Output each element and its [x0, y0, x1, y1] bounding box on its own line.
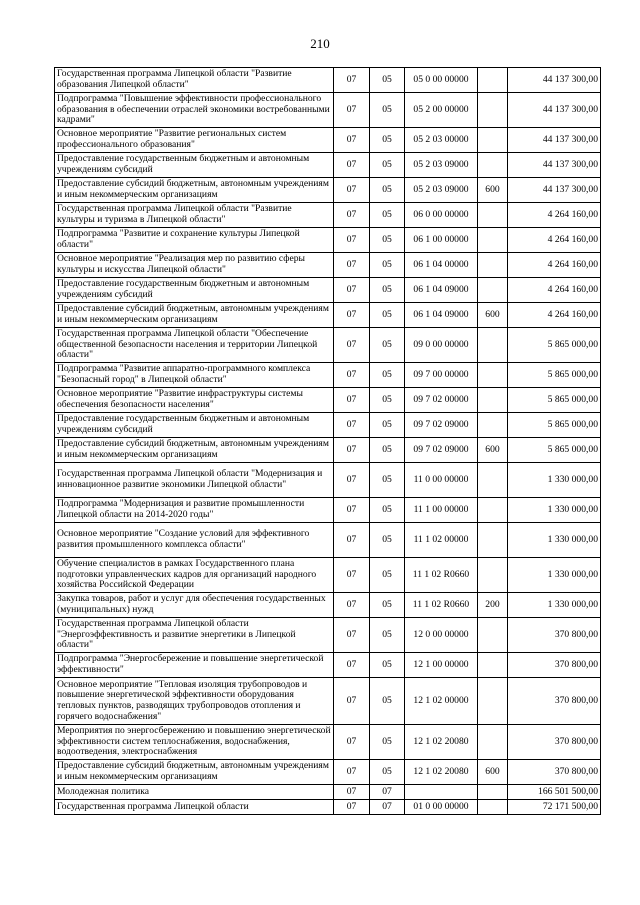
row-target-article: 12 1 02 20080 — [405, 760, 478, 785]
row-subsection: 05 — [370, 413, 405, 438]
row-section: 07 — [334, 303, 370, 328]
row-expense-type — [478, 388, 508, 413]
row-expense-type — [478, 153, 508, 178]
row-subsection: 05 — [370, 760, 405, 785]
row-subsection: 05 — [370, 178, 405, 203]
row-subsection: 05 — [370, 153, 405, 178]
row-target-article: 09 7 02 09000 — [405, 438, 478, 463]
row-name: Государственная программа Липецкой области "Развитие культуры и туризма в Липецкой области" — [55, 203, 334, 228]
row-section: 07 — [334, 463, 370, 498]
row-amount: 1 330 000,00 — [508, 558, 601, 593]
table-row — [55, 558, 601, 593]
page-number: 210 — [310, 36, 330, 51]
row-subsection: 05 — [370, 228, 405, 253]
row-amount: 166 501 500,00 — [508, 785, 601, 800]
row-amount: 44 137 300,00 — [508, 153, 601, 178]
row-section: 07 — [334, 558, 370, 593]
table-row — [55, 725, 601, 760]
row-target-article: 06 1 04 09000 — [405, 278, 478, 303]
row-section: 07 — [334, 760, 370, 785]
row-subsection: 05 — [370, 618, 405, 653]
row-name: Обучение специалистов в рамках Государственного плана подготовки управленческих кадров для организаций народного хозяйства Российской Федерации — [55, 558, 334, 593]
row-target-article: 11 1 00 00000 — [405, 498, 478, 523]
table-row — [55, 128, 601, 153]
row-target-article: 05 2 03 09000 — [405, 178, 478, 203]
row-name: Основное мероприятие "Создание условий для эффективного развития промышленного комплекса области" — [55, 523, 334, 558]
row-target-article: 05 2 03 09000 — [405, 153, 478, 178]
row-section: 07 — [334, 153, 370, 178]
row-target-article: 09 7 00 00000 — [405, 363, 478, 388]
row-target-article: 06 0 00 00000 — [405, 203, 478, 228]
row-target-article: 06 1 04 09000 — [405, 303, 478, 328]
table-row — [55, 388, 601, 413]
row-section: 07 — [334, 253, 370, 278]
row-subsection: 05 — [370, 278, 405, 303]
row-target-article: 05 0 00 00000 — [405, 68, 478, 93]
table-row — [55, 800, 601, 815]
row-amount: 5 865 000,00 — [508, 438, 601, 463]
row-section: 07 — [334, 523, 370, 558]
row-name: Государственная программа Липецкой области "Энергоэффективность и развитие энергетики в Липецкой области" — [55, 618, 334, 653]
row-name: Предоставление субсидий бюджетным, автономным учреждениям и иным некоммерческим организациям — [55, 303, 334, 328]
row-target-article: 11 0 00 00000 — [405, 463, 478, 498]
row-section: 07 — [334, 498, 370, 523]
table-row — [55, 678, 601, 725]
table-row — [55, 523, 601, 558]
row-amount: 4 264 160,00 — [508, 228, 601, 253]
row-expense-type: 600 — [478, 438, 508, 463]
row-name: Государственная программа Липецкой области "Модернизация и инновационное развитие экономики Липецкой области" — [55, 463, 334, 498]
row-name: Подпрограмма "Повышение эффективности профессионального образования в обеспечении отраслей экономики востребованными кадрами" — [55, 93, 334, 128]
row-expense-type — [478, 413, 508, 438]
table-row — [55, 653, 601, 678]
table-row — [55, 253, 601, 278]
row-section: 07 — [334, 363, 370, 388]
row-target-article: 05 2 00 00000 — [405, 93, 478, 128]
row-amount: 5 865 000,00 — [508, 363, 601, 388]
table-row — [55, 68, 601, 93]
row-subsection: 05 — [370, 653, 405, 678]
row-amount: 44 137 300,00 — [508, 128, 601, 153]
table-row — [55, 618, 601, 653]
row-section: 07 — [334, 725, 370, 760]
row-name: Основное мероприятие "Тепловая изоляция трубопроводов и повышение энергетической эффективности оборудования тепловых пунктов, разводящих трубопроводов отопления и горячего водоснабжения" — [55, 678, 334, 725]
row-name: Государственная программа Липецкой области — [55, 800, 334, 815]
row-expense-type: 600 — [478, 760, 508, 785]
table-row — [55, 593, 601, 618]
row-target-article: 09 0 00 00000 — [405, 328, 478, 363]
row-expense-type — [478, 278, 508, 303]
row-target-article: 01 0 00 00000 — [405, 800, 478, 815]
row-amount: 44 137 300,00 — [508, 68, 601, 93]
table-row — [55, 760, 601, 785]
table-row — [55, 498, 601, 523]
row-expense-type — [478, 498, 508, 523]
row-section: 07 — [334, 413, 370, 438]
row-expense-type — [478, 653, 508, 678]
table-row — [55, 413, 601, 438]
row-section: 07 — [334, 178, 370, 203]
row-name: Основное мероприятие "Развитие инфраструктуры системы обеспечения безопасности населения" — [55, 388, 334, 413]
row-subsection: 05 — [370, 725, 405, 760]
row-amount: 5 865 000,00 — [508, 413, 601, 438]
row-target-article: 11 1 02 R0660 — [405, 558, 478, 593]
table-row — [55, 363, 601, 388]
row-subsection: 05 — [370, 388, 405, 413]
row-name: Молодежная политика — [55, 785, 334, 800]
row-subsection: 05 — [370, 328, 405, 363]
row-amount: 4 264 160,00 — [508, 303, 601, 328]
row-expense-type — [478, 68, 508, 93]
row-name: Основное мероприятие "Развитие региональных систем профессионального образования" — [55, 128, 334, 153]
row-name: Подпрограмма "Модернизация и развитие промышленности Липецкой области на 2014-2020 годы" — [55, 498, 334, 523]
row-section: 07 — [334, 800, 370, 815]
table-row — [55, 328, 601, 363]
budget-table — [54, 67, 601, 815]
budget-table-body — [55, 68, 601, 815]
row-amount: 44 137 300,00 — [508, 93, 601, 128]
row-target-article: 12 1 02 00000 — [405, 678, 478, 725]
row-amount: 370 800,00 — [508, 618, 601, 653]
row-target-article: 09 7 02 09000 — [405, 413, 478, 438]
row-amount: 370 800,00 — [508, 725, 601, 760]
row-name: Основное мероприятие "Реализация мер по развитию сферы культуры и искусства Липецкой области" — [55, 253, 334, 278]
row-subsection: 05 — [370, 128, 405, 153]
row-section: 07 — [334, 128, 370, 153]
row-target-article: 12 0 00 00000 — [405, 618, 478, 653]
row-expense-type — [478, 328, 508, 363]
row-name: Государственная программа Липецкой области "Развитие образования Липецкой области" — [55, 68, 334, 93]
row-name: Предоставление субсидий бюджетным, автономным учреждениям и иным некоммерческим организациям — [55, 438, 334, 463]
row-name: Предоставление государственным бюджетным и автономным учреждениям субсидий — [55, 413, 334, 438]
row-amount: 44 137 300,00 — [508, 178, 601, 203]
row-target-article — [405, 785, 478, 800]
row-section: 07 — [334, 653, 370, 678]
row-expense-type: 600 — [478, 178, 508, 203]
row-subsection: 05 — [370, 438, 405, 463]
row-expense-type — [478, 128, 508, 153]
row-target-article: 05 2 03 00000 — [405, 128, 478, 153]
row-subsection: 05 — [370, 203, 405, 228]
row-expense-type — [478, 800, 508, 815]
row-name: Подпрограмма "Энергосбережение и повышение энергетической эффективности" — [55, 653, 334, 678]
row-amount: 370 800,00 — [508, 653, 601, 678]
row-section: 07 — [334, 68, 370, 93]
row-expense-type — [478, 228, 508, 253]
row-amount: 370 800,00 — [508, 678, 601, 725]
row-subsection: 07 — [370, 785, 405, 800]
row-expense-type: 600 — [478, 303, 508, 328]
row-subsection: 05 — [370, 593, 405, 618]
row-target-article: 09 7 02 00000 — [405, 388, 478, 413]
row-expense-type — [478, 618, 508, 653]
row-name: Предоставление субсидий бюджетным, автономным учреждениям и иным некоммерческим организациям — [55, 760, 334, 785]
row-target-article: 12 1 00 00000 — [405, 653, 478, 678]
row-subsection: 05 — [370, 93, 405, 128]
row-target-article: 11 1 02 R0660 — [405, 593, 478, 618]
row-expense-type — [478, 253, 508, 278]
row-amount: 5 865 000,00 — [508, 328, 601, 363]
row-section: 07 — [334, 203, 370, 228]
row-expense-type — [478, 558, 508, 593]
row-expense-type — [478, 725, 508, 760]
row-expense-type — [478, 678, 508, 725]
row-section: 07 — [334, 618, 370, 653]
row-expense-type — [478, 785, 508, 800]
row-name: Предоставление субсидий бюджетным, автономным учреждениям и иным некоммерческим организациям — [55, 178, 334, 203]
row-amount: 4 264 160,00 — [508, 203, 601, 228]
table-row — [55, 303, 601, 328]
row-subsection: 05 — [370, 303, 405, 328]
row-target-article: 12 1 02 20080 — [405, 725, 478, 760]
row-name: Мероприятия по энергосбережению и повышению энергетической эффективности систем теплоснабжения, водоснабжения, водоотведения, электроснабжения — [55, 725, 334, 760]
table-row — [55, 93, 601, 128]
table-row — [55, 203, 601, 228]
row-section: 07 — [334, 678, 370, 725]
row-section: 07 — [334, 93, 370, 128]
row-section: 07 — [334, 438, 370, 463]
row-target-article: 06 1 00 00000 — [405, 228, 478, 253]
row-subsection: 05 — [370, 363, 405, 388]
row-name: Предоставление государственным бюджетным и автономным учреждениям субсидий — [55, 278, 334, 303]
row-subsection: 05 — [370, 523, 405, 558]
row-subsection: 05 — [370, 498, 405, 523]
row-section: 07 — [334, 388, 370, 413]
row-section: 07 — [334, 328, 370, 363]
row-subsection: 05 — [370, 558, 405, 593]
row-expense-type — [478, 203, 508, 228]
row-subsection: 05 — [370, 463, 405, 498]
row-expense-type: 200 — [478, 593, 508, 618]
row-expense-type — [478, 523, 508, 558]
row-amount: 1 330 000,00 — [508, 523, 601, 558]
row-target-article: 11 1 02 00000 — [405, 523, 478, 558]
row-amount: 1 330 000,00 — [508, 498, 601, 523]
row-name: Государственная программа Липецкой области "Обеспечение общественной безопасности населения и территории Липецкой области" — [55, 328, 334, 363]
row-amount: 1 330 000,00 — [508, 463, 601, 498]
row-amount: 4 264 160,00 — [508, 278, 601, 303]
row-section: 07 — [334, 278, 370, 303]
table-row — [55, 785, 601, 800]
table-row — [55, 228, 601, 253]
row-amount: 72 171 500,00 — [508, 800, 601, 815]
row-expense-type — [478, 463, 508, 498]
row-amount: 370 800,00 — [508, 760, 601, 785]
row-name: Подпрограмма "Развитие аппаратно-программного комплекса "Безопасный город" в Липецкой области" — [55, 363, 334, 388]
row-name: Закупка товаров, работ и услуг для обеспечения государственных (муниципальных) нужд — [55, 593, 334, 618]
table-row — [55, 438, 601, 463]
row-subsection: 05 — [370, 678, 405, 725]
table-row — [55, 278, 601, 303]
table-row — [55, 463, 601, 498]
row-subsection: 05 — [370, 253, 405, 278]
row-subsection: 07 — [370, 800, 405, 815]
row-amount: 4 264 160,00 — [508, 253, 601, 278]
row-expense-type — [478, 93, 508, 128]
row-subsection: 05 — [370, 68, 405, 93]
table-row — [55, 153, 601, 178]
row-name: Предоставление государственным бюджетным и автономным учреждениям субсидий — [55, 153, 334, 178]
row-section: 07 — [334, 228, 370, 253]
row-amount: 5 865 000,00 — [508, 388, 601, 413]
row-name: Подпрограмма "Развитие и сохранение культуры Липецкой области" — [55, 228, 334, 253]
table-row — [55, 178, 601, 203]
row-expense-type — [478, 363, 508, 388]
row-section: 07 — [334, 593, 370, 618]
row-section: 07 — [334, 785, 370, 800]
row-target-article: 06 1 04 00000 — [405, 253, 478, 278]
row-amount: 1 330 000,00 — [508, 593, 601, 618]
